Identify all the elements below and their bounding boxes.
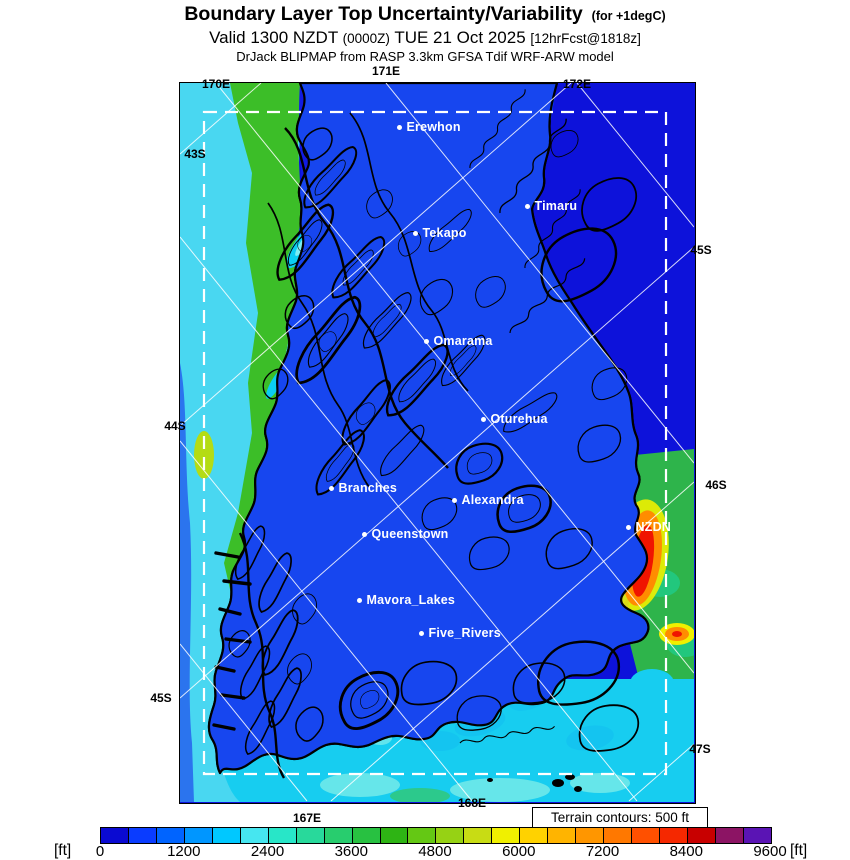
station-dot <box>424 339 429 344</box>
station-mavora_lakes <box>357 593 456 607</box>
colorbar-tick-4800: 4800 <box>418 843 452 860</box>
colorbar-segment <box>660 828 688 843</box>
coord-label-47s: 47S <box>689 742 711 756</box>
colorbar-segment <box>297 828 325 843</box>
station-dot <box>481 417 486 422</box>
colorbar-tick-1200: 1200 <box>167 843 201 860</box>
valid-prefix: Valid 1300 NZDT <box>209 28 343 47</box>
station-branches <box>329 481 398 495</box>
colorbar-tick-6000: 6000 <box>502 843 536 860</box>
station-dot <box>362 532 367 537</box>
station-label: Branches <box>338 481 398 495</box>
station-dot <box>452 498 457 503</box>
station-label: Timaru <box>534 199 578 213</box>
valid-forecast-offset: [12hrFcst@1818z] <box>530 31 641 46</box>
station-dot <box>626 525 631 530</box>
colorbar-segment <box>716 828 744 843</box>
colorbar-segment <box>548 828 576 843</box>
colorbar-tick-8400: 8400 <box>669 843 703 860</box>
colorbar-segment <box>520 828 548 843</box>
coord-label-172e: 172E <box>562 77 592 91</box>
colorbar-segment <box>157 828 185 843</box>
coord-label-45s: 45S <box>150 691 172 705</box>
station-dot <box>419 631 424 636</box>
colorbar-segment <box>744 828 771 843</box>
colorbar-unit-left: [ft] <box>54 842 72 859</box>
station-timaru <box>525 199 578 213</box>
station-alexandra <box>452 493 524 507</box>
page-title <box>0 3 850 26</box>
colorbar-segment <box>688 828 716 843</box>
station-label: NZDN <box>635 520 672 534</box>
colorbar-segment <box>241 828 269 843</box>
colorbar-tick-7200: 7200 <box>585 843 620 860</box>
terrain-contours-note: Terrain contours: 500 ft <box>532 807 708 828</box>
station-dot <box>413 231 418 236</box>
colorbar-segment <box>325 828 353 843</box>
coord-label-45s: 45S <box>690 243 712 257</box>
colorbar-segment <box>213 828 241 843</box>
colorbar-segment <box>604 828 632 843</box>
coord-label-43s: 43S <box>184 147 206 161</box>
colorbar-segment <box>436 828 464 843</box>
colorbar <box>100 827 772 844</box>
title-qualifier: (for +1degC) <box>591 9 666 23</box>
station-dot <box>329 486 334 491</box>
station-label: Queenstown <box>371 527 449 541</box>
station-label: Tekapo <box>422 226 467 240</box>
station-nzdn <box>626 520 672 534</box>
station-oturehua <box>481 412 548 426</box>
station-label: Mavora_Lakes <box>366 593 456 607</box>
station-queenstown <box>362 527 449 541</box>
coord-label-46s: 46S <box>705 478 727 492</box>
station-tekapo <box>413 226 467 240</box>
station-label: Oturehua <box>490 412 548 426</box>
colorbar-tick-9600: 9600 <box>753 843 787 860</box>
coord-label-167e: 167E <box>292 811 322 825</box>
valid-date: TUE 21 Oct 2025 <box>389 28 531 47</box>
forecast-map <box>179 82 696 804</box>
colorbar-tick-3600: 3600 <box>334 843 368 860</box>
station-dot <box>525 204 530 209</box>
coord-label-171e: 171E <box>371 64 401 78</box>
coord-label-44s: 44S <box>164 419 186 433</box>
colorbar-segment <box>632 828 660 843</box>
colorbar-segment <box>408 828 436 843</box>
station-omarama <box>424 334 493 348</box>
model-attribution: DrJack BLIPMAP from RASP 3.3km GFSA Tdif WRF-ARW model <box>236 49 614 64</box>
colorbar-segment <box>492 828 520 843</box>
title-text: Boundary Layer Top Uncertainty/Variability <box>184 3 583 25</box>
colorbar-segment <box>129 828 157 843</box>
colorbar-segment <box>353 828 381 843</box>
station-label: Five_Rivers <box>428 626 501 640</box>
station-label: Alexandra <box>461 493 524 507</box>
colorbar-segment <box>101 828 129 843</box>
colorbar-segment <box>185 828 213 843</box>
station-dot <box>397 125 402 130</box>
map-art <box>180 83 694 802</box>
station-erewhon <box>397 120 461 134</box>
station-dot <box>357 598 362 603</box>
coord-label-170e: 170E <box>201 77 231 91</box>
colorbar-tick-2400: 2400 <box>250 843 285 860</box>
coord-label-168e: 168E <box>457 796 487 810</box>
colorbar-unit-right: [ft] <box>790 842 808 859</box>
valid-utc: (0000Z) <box>342 31 390 46</box>
colorbar-segment <box>576 828 604 843</box>
station-label: Erewhon <box>406 120 461 134</box>
colorbar-segment <box>464 828 492 843</box>
station-label: Omarama <box>433 334 493 348</box>
colorbar-segment <box>269 828 297 843</box>
colorbar-tick-0: 0 <box>95 843 105 860</box>
station-five_rivers <box>419 626 501 640</box>
valid-time-line <box>0 28 850 48</box>
colorbar-segment <box>381 828 409 843</box>
